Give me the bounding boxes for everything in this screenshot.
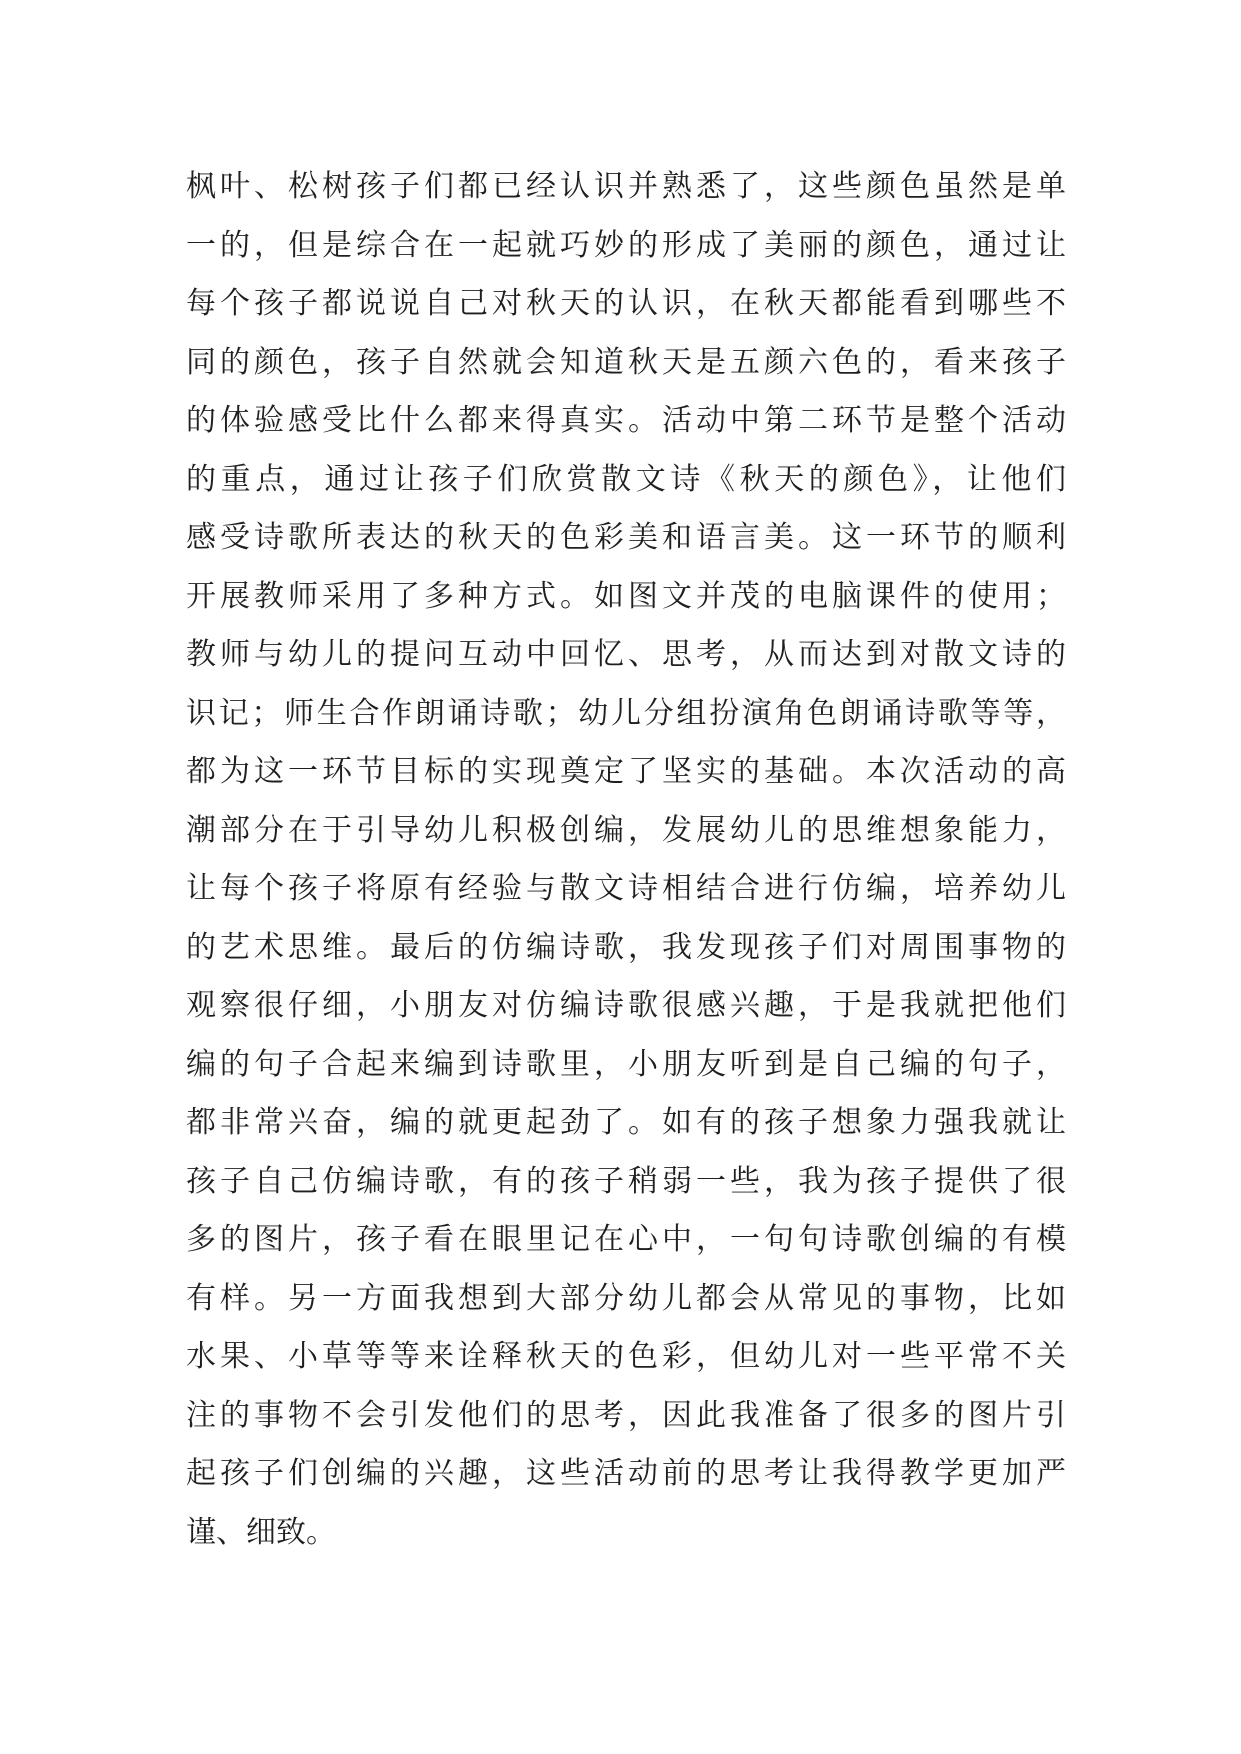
text-line: 孩子自己仿编诗歌，有的孩子稍弱一些，我为孩子提供了很 <box>186 1163 1066 1199</box>
text-line: 的艺术思维。最后的仿编诗歌，我发现孩子们对周围事物的 <box>186 929 1066 965</box>
text-line: 有样。另一方面我想到大部分幼儿都会从常见的事物，比如 <box>186 1280 1066 1316</box>
text-line: 潮部分在于引导幼儿积极创编，发展幼儿的思维想象能力， <box>186 812 1066 848</box>
text-line: 谨、细致。 <box>186 1514 336 1550</box>
text-line: 开展教师采用了多种方式。如图文并茂的电脑课件的使用； <box>186 578 1066 614</box>
text-line: 识记；师生合作朗诵诗歌；幼儿分组扮演角色朗诵诗歌等等， <box>186 695 1066 731</box>
text-line: 的体验感受比什么都来得真实。活动中第二环节是整个活动 <box>186 403 1066 438</box>
body-text <box>186 158 1066 1562</box>
text-line: 让每个孩子将原有经验与散文诗相结合进行仿编，培养幼儿 <box>186 871 1066 906</box>
text-line: 多的图片，孩子看在眼里记在心中，一句句诗歌创编的有模 <box>186 1222 1066 1257</box>
text-line: 枫叶、松树孩子们都已经认识并熟悉了，这些颜色虽然是单 <box>186 169 1066 204</box>
text-line: 的重点，通过让孩子们欣赏散文诗《秋天的颜色》，让他们 <box>186 461 1066 497</box>
text-line: 注的事物不会引发他们的思考，因此我准备了很多的图片引 <box>186 1397 1066 1433</box>
text-line: 都非常兴奋，编的就更起劲了。如有的孩子想象力强我就让 <box>186 1105 1066 1140</box>
text-line: 编的句子合起来编到诗歌里，小朋友听到是自己编的句子， <box>186 1046 1066 1082</box>
text-line: 起孩子们创编的兴趣，这些活动前的思考让我得教学更加严 <box>186 1456 1066 1491</box>
text-line: 感受诗歌所表达的秋天的色彩美和语言美。这一环节的顺利 <box>186 520 1066 555</box>
text-line: 水果、小草等等来诠释秋天的色彩，但幼儿对一些平常不关 <box>186 1339 1066 1374</box>
text-line: 观察很仔细，小朋友对仿编诗歌很感兴趣，于是我就把他们 <box>186 988 1066 1023</box>
text-line: 同的颜色，孩子自然就会知道秋天是五颜六色的，看来孩子 <box>186 344 1066 380</box>
text-line: 都为这一环节目标的实现奠定了坚实的基础。本次活动的高 <box>186 754 1066 789</box>
text-line: 一的，但是综合在一起就巧妙的形成了美丽的颜色，通过让 <box>186 227 1066 263</box>
text-line: 每个孩子都说说自己对秋天的认识，在秋天都能看到哪些不 <box>186 286 1066 321</box>
text-line: 教师与幼儿的提问互动中回忆、思考，从而达到对散文诗的 <box>186 637 1066 672</box>
